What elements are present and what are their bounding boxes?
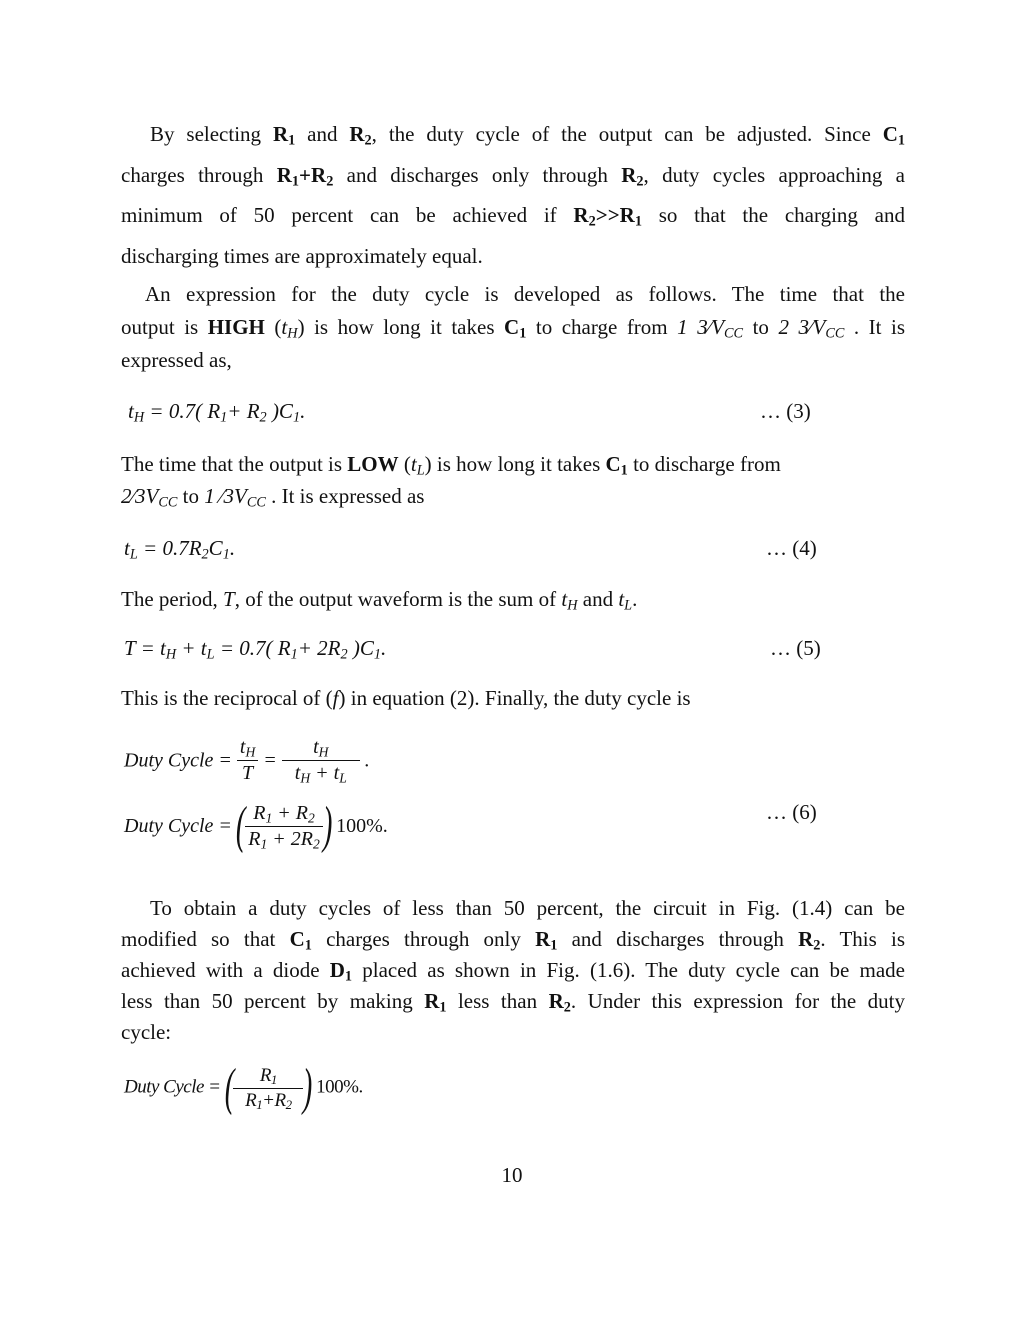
text-line: The period, T, of the output waveform is the sum of $t_H$ and $t_L$. [121,587,638,614]
fraction: $\frac{R_1}{R_1+R_2}$ [233,1064,303,1113]
right-parenthesis: ) [322,797,333,854]
text-line: An expression for the duty cycle is developed as follows. The time that the [145,282,905,306]
text-line: expressed as, [121,348,232,372]
equation-4: $t_L = 0.7R_2C_1$. [124,536,236,563]
text-line: discharging times are approximately equal. [121,243,483,268]
fraction: $\frac{R_1 + R_2}{R_1 + 2R_2}$ [245,801,323,852]
text-line: output is HIGH $(t_H)$ is how long it takes $C_1$ to charge from 1 $3⁄V_{CC}$ to 2 $3⁄V_{CC}$ . It is [121,315,905,342]
text-line: charges through $R_1+R_2$ and discharges only through $R_2$, duty cycles approaching a [121,162,905,190]
equation-3: $t_H = 0.7$( $R_1+ R_2$ )$C_1$. [128,399,306,426]
fraction: $\frac{t_H}{T}$ [237,735,258,786]
text-line: By selecting $R_1$ and $R_2$, the duty cycle of the output can be adjusted. Since $C_1$ [150,122,905,149]
text-line: minimum of 50 percent can be achieved if $R_2>>R_1$ so that the charging and [121,203,905,230]
paragraph-reciprocal [121,685,905,712]
left-parenthesis: ( [224,1059,234,1116]
text-line: achieved with a diode $D_1$ placed as shown in Fig. (1.6). The duty cycle can be made [121,958,905,985]
equation-number: … (4) [766,536,817,560]
text-line: $2⁄3V_{CC}$ to 1 $⁄3V_{CC}$ . It is expressed as [121,484,425,511]
text-line: The time that the output is LOW $(t_L)$ is how long it takes $C_1$ to discharge from [121,452,781,479]
paragraph-period [121,586,905,613]
paragraph-duty-cycle-intro [121,114,905,276]
equation-number: … (6) [766,800,817,824]
left-parenthesis: ( [235,797,246,854]
paragraph-less-than-50 [121,893,905,1048]
equation-5: $T = t_H + t_L = 0.7$( $R_1+ 2R_2$ )$C_1$. [124,636,387,663]
equation-6-first-form: Duty Cycle = $\frac{t_H}{T}$ = $\frac{t_H}{t_H + t_L}$ . [124,736,370,786]
text-line: This is the reciprocal of (f) in equation (2). Finally, the duty cycle is [121,686,691,710]
fraction: $\frac{t_H}{t_H + t_L}$ [282,735,360,786]
text-line: modified so that $C_1$ charges through only $R_1$ and discharges through $R_2$. This is [121,927,906,954]
equation-duty-cycle-diode: Duty Cycle =( $\frac{R_1}{R_1+R_2}$ ) 100%. [124,1059,363,1116]
paragraph-low-time [121,448,905,512]
page-number: 10 [501,1163,523,1187]
equation-6-second-form: Duty Cycle =( $\frac{R_1 + R_2}{R_1 + 2R_2}$ ) 100%. [124,797,388,854]
paragraph-high-time [121,278,905,377]
text-line: cycle: [121,1020,172,1044]
right-parenthesis: ) [303,1059,313,1116]
equation-number: … (3) [760,399,811,423]
text-line: less than 50 percent by making $R_1$ less than $R_2$. Under this expression for the duty [121,989,905,1016]
text-line: To obtain a duty cycles of less than 50 percent, the circuit in Fig. (1.4) can be [150,896,905,920]
equation-number: … (5) [770,636,821,660]
